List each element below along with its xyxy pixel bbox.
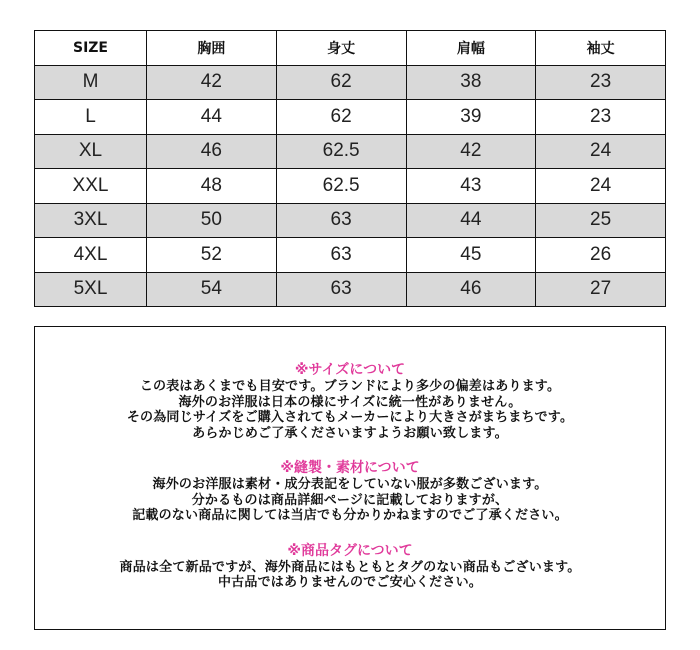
size-notice-section — [35, 361, 665, 441]
table-header-row — [35, 31, 666, 66]
header-chest: 胸囲 — [147, 31, 277, 66]
shoulder-cell: 43 — [406, 169, 536, 204]
size-cell: 5XL — [35, 272, 147, 307]
chest-cell: 44 — [147, 100, 277, 135]
notice-line: 海外のお洋服は素材・成分表記をしていない服が多数ございます。 — [152, 477, 548, 492]
shoulder-cell: 38 — [406, 65, 536, 100]
table-row — [35, 238, 666, 273]
chest-cell: 52 — [147, 238, 277, 273]
sleeve-cell: 26 — [536, 238, 666, 273]
material-notice-section — [35, 459, 665, 524]
length-cell: 63 — [276, 238, 406, 273]
chest-cell: 54 — [147, 272, 277, 307]
size-notice-title: ※サイズについて — [294, 362, 406, 378]
length-cell: 63 — [276, 203, 406, 238]
shoulder-cell: 45 — [406, 238, 536, 273]
length-cell: 62 — [276, 65, 406, 100]
size-cell: XXL — [35, 169, 147, 204]
sleeve-cell: 24 — [536, 134, 666, 169]
header-length: 身丈 — [276, 31, 406, 66]
length-cell: 63 — [276, 272, 406, 307]
size-cell: L — [35, 100, 147, 135]
shoulder-cell: 39 — [406, 100, 536, 135]
sleeve-cell: 23 — [536, 65, 666, 100]
length-cell: 62.5 — [276, 134, 406, 169]
sleeve-cell: 27 — [536, 272, 666, 307]
length-cell: 62.5 — [276, 169, 406, 204]
size-cell: XL — [35, 134, 147, 169]
sleeve-cell: 25 — [536, 203, 666, 238]
header-sleeve: 袖丈 — [536, 31, 666, 66]
table-row — [35, 169, 666, 204]
notice-line: その為同じサイズをご購入されてもメーカーにより大きさがまちまちです。 — [126, 410, 574, 425]
size-chart-table — [34, 30, 666, 307]
tag-notice-section — [35, 542, 665, 591]
notice-box — [34, 326, 666, 630]
header-shoulder: 肩幅 — [406, 31, 536, 66]
table-row — [35, 272, 666, 307]
notice-line: あらかじめご了承くださいますようお願い致します。 — [192, 425, 508, 441]
notice-line: 分かるものは商品詳細ページに記載しておりますが、 — [191, 492, 509, 508]
notice-line: この表はあくまでも目安です。ブランドにより多少の偏差はあります。 — [139, 379, 561, 394]
shoulder-cell: 46 — [406, 272, 536, 307]
sleeve-cell: 23 — [536, 100, 666, 135]
size-cell: 4XL — [35, 238, 147, 273]
header-size: SIZE — [35, 31, 147, 66]
chest-cell: 50 — [147, 203, 277, 238]
table-row — [35, 100, 666, 135]
chest-cell: 46 — [147, 134, 277, 169]
chest-cell: 48 — [147, 169, 277, 204]
length-cell: 62 — [276, 100, 406, 135]
shoulder-cell: 44 — [406, 203, 536, 238]
table-row — [35, 203, 666, 238]
notice-line: 海外のお洋服は日本の様にサイズに統一性がありません。 — [178, 394, 522, 410]
tag-notice-title: ※商品タグについて — [287, 542, 413, 559]
size-cell: M — [35, 65, 147, 100]
size-cell: 3XL — [35, 203, 147, 238]
notice-line: 記載のない商品に関しては当店でも分かりかねますのでご了承ください。 — [132, 508, 568, 523]
chest-cell: 42 — [147, 65, 277, 100]
shoulder-cell: 42 — [406, 134, 536, 169]
sleeve-cell: 24 — [536, 169, 666, 204]
notice-line: 中古品ではありませんのでご安心ください。 — [217, 575, 482, 590]
table-row — [35, 65, 666, 100]
material-notice-title: ※縫製・素材について — [280, 460, 420, 476]
table-row — [35, 134, 666, 169]
notice-line: 商品は全て新品ですが、海外商品にはもともとタグのない商品もございます。 — [119, 559, 581, 575]
